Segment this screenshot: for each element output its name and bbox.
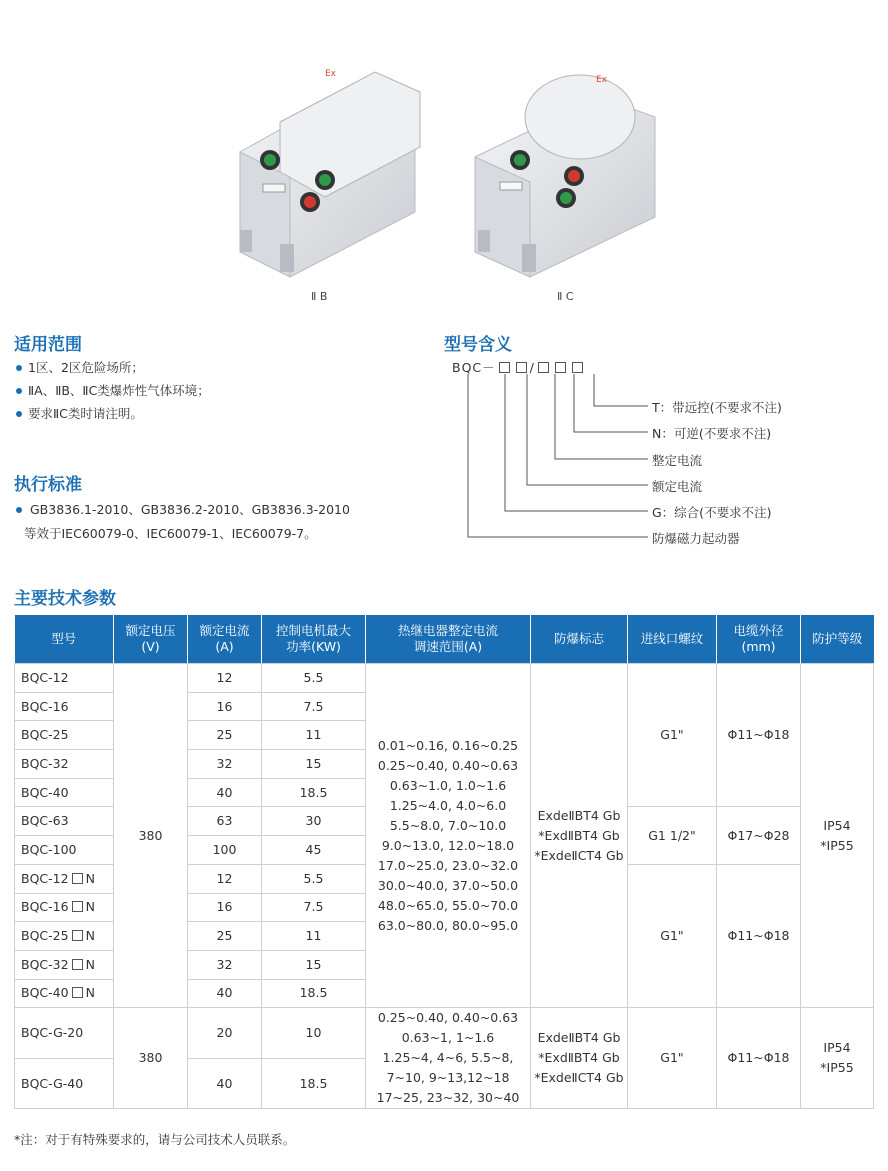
cell-thread: G1 1/2" [628,807,717,864]
cell-thread: G1" [628,864,717,1007]
model-code-diagram-lines [460,372,660,542]
cell-current: 25 [188,922,262,951]
cell-model: BQC-G-40 [15,1058,114,1109]
cell-model: BQC-25 [15,721,114,750]
cell-current: 100 [188,836,262,865]
cell-power: 45 [262,836,366,865]
scope-list [14,356,210,425]
spec-title: 主要技术参数 [14,589,116,609]
header-model: 型号 [15,615,114,664]
cell-power: 11 [262,721,366,750]
cell-current: 25 [188,721,262,750]
cell-power: 18.5 [262,1058,366,1109]
cell-model: BQC-16 N [15,893,114,922]
header-relay-range: 热继电器整定电流 调速范围(A) [366,615,531,664]
cell-current: 16 [188,692,262,721]
cell-current: 63 [188,807,262,836]
header-current: 额定电流 (A) [188,615,262,664]
cell-current: 32 [188,950,262,979]
cell-current: 20 [188,1008,262,1059]
product-image-iic [470,72,670,282]
footnote: *注：对于有特殊要求的，请与公司技术人员联系。 [14,1132,296,1147]
legend-setting-current: 整定电流 [652,453,703,468]
placeholder-box [72,873,83,884]
table-row [15,664,874,693]
cell-thread: G1" [628,1008,717,1109]
cell-power: 30 [262,807,366,836]
placeholder-box [72,901,83,912]
standards-line-1: GB3836.1-2010、GB3836.2-2010、GB3836.3-2010 [30,502,350,517]
standards-title: 执行标准 [14,475,82,495]
product-caption-iib: Ⅱ B [311,290,328,303]
cell-model: BQC-40 [15,778,114,807]
cell-power: 7.5 [262,692,366,721]
product-image-iib [225,62,430,282]
model-separator: / [529,360,535,375]
legend-g: G：综合(不要求不注) [652,505,772,520]
spec-table [14,615,874,1109]
cell-model: BQC-16 [15,692,114,721]
ex-label: Ex [325,69,337,79]
placeholder-box [72,987,83,998]
placeholder-box [72,959,83,970]
cell-power: 5.5 [262,664,366,693]
legend-starter: 防爆磁力起动器 [652,531,740,546]
header-voltage: 额定电压 (V) [114,615,188,664]
cell-current: 40 [188,979,262,1008]
cell-power: 15 [262,750,366,779]
cell-thread: G1" [628,664,717,807]
header-cable: 电缆外径 (mm) [717,615,801,664]
standards-text [14,498,350,546]
cell-power: 18.5 [262,979,366,1008]
scope-item: 1区、2区危险场所； [14,356,210,379]
cell-current: 40 [188,778,262,807]
cell-model: BQC-100 [15,836,114,865]
cell-power: 15 [262,950,366,979]
cell-ex-mark: ExdeⅡBT4 Gb *ExdⅡBT4 Gb *ExdeⅡCT4 Gb [531,664,628,1008]
cell-model: BQC-63 [15,807,114,836]
cell-protection: IP54 *IP55 [801,664,874,1008]
ex-label: Ex [596,75,608,85]
cell-voltage: 380 [114,664,188,1008]
legend-t: T：带远控(不要求不注) [652,400,782,415]
product-caption-iic: Ⅱ C [557,290,574,303]
cell-model: BQC-32 [15,750,114,779]
cell-cable: Φ17~Φ28 [717,807,801,864]
cell-cable: Φ11~Φ18 [717,664,801,807]
cell-ex-mark: ExdeⅡBT4 Gb *ExdⅡBT4 Gb *ExdeⅡCT4 Gb [531,1008,628,1109]
cell-cable: Φ11~Φ18 [717,1008,801,1109]
scope-title: 适用范围 [14,335,82,355]
cell-cable: Φ11~Φ18 [717,864,801,1007]
cell-model: BQC-32 N [15,950,114,979]
cell-power: 18.5 [262,778,366,807]
cell-current: 12 [188,864,262,893]
standards-line-2: 等效于IEC60079-0、IEC60079-1、IEC60079-7。 [24,526,317,541]
cell-current: 12 [188,664,262,693]
cell-model: BQC-12 N [15,864,114,893]
legend-rated-current: 额定电流 [652,479,703,494]
cell-current: 40 [188,1058,262,1109]
cell-model: BQC-G-20 [15,1008,114,1059]
cell-relay-range: 0.01~0.16, 0.16~0.25 0.25~0.40, 0.40~0.63 0.63~1.0, 1.0~1.6 1.25~4.0, 4.0~6.0 5.5~8.0, 7.0~10.0 9.0~13.0, 12.0~18.0 17.0~25.0, 23.0~32.0 30.0~40.0, 37.0~50.0 48.0~65.0, 55.0~70.0 63.0~80.0, 80.0~95.0 [366,664,531,1008]
cell-model: BQC-25 N [15,922,114,951]
table-header-row [15,615,874,664]
model-prefix: BQC－ [452,360,496,375]
scope-item: ⅡA、ⅡB、ⅡC类爆炸性气体环境； [14,379,210,402]
cell-relay-range: 0.25~0.40, 0.40~0.63 0.63~1, 1~1.6 1.25~4, 4~6, 5.5~8, 7~10, 9~13,12~18 17~25, 23~32, 30~40 [366,1008,531,1109]
legend-n: N：可逆(不要求不注) [652,426,772,441]
header-power: 控制电机最大 功率(KW) [262,615,366,664]
header-protection: 防护等级 [801,615,874,664]
cell-power: 11 [262,922,366,951]
table-row [15,1008,874,1059]
placeholder-box [72,930,83,941]
cell-power: 5.5 [262,864,366,893]
cell-model: BQC-12 [15,664,114,693]
cell-voltage: 380 [114,1008,188,1109]
cell-power: 10 [262,1008,366,1059]
scope-item: 要求ⅡC类时请注明。 [14,402,210,425]
cell-model: BQC-40 N [15,979,114,1008]
header-ex-mark: 防爆标志 [531,615,628,664]
cell-current: 16 [188,893,262,922]
model-meaning-title: 型号含义 [444,335,512,355]
cell-protection: IP54 *IP55 [801,1008,874,1109]
cell-current: 32 [188,750,262,779]
cell-power: 7.5 [262,893,366,922]
header-thread: 进线口螺纹 [628,615,717,664]
